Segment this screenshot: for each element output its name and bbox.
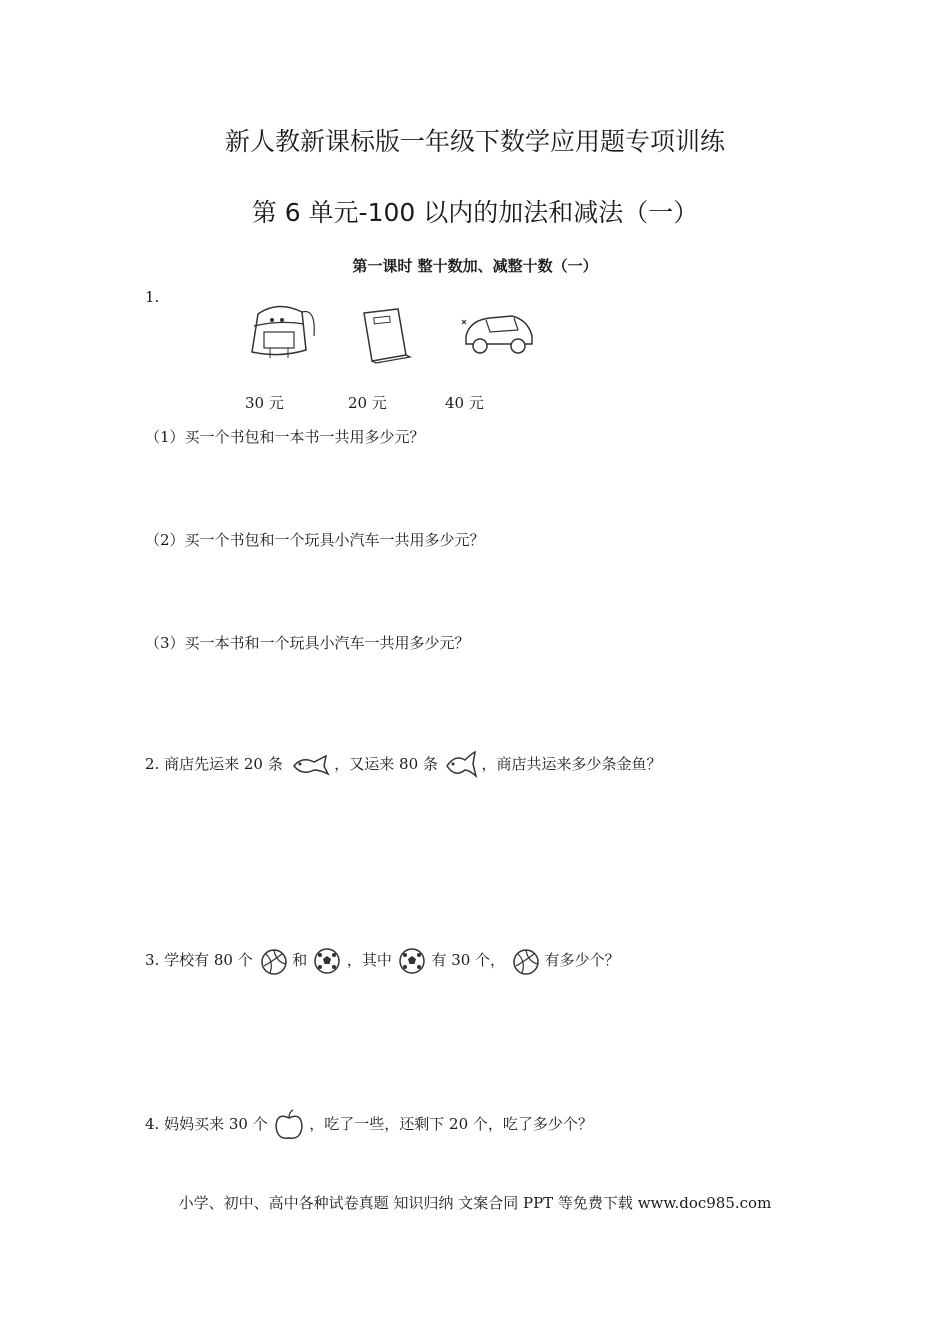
question-3-text-5: 有多少个？ (544, 951, 620, 969)
question-3-text-3: ，其中 (346, 951, 392, 969)
question-3-text-2: 和 (292, 951, 308, 969)
toy-car-icon (460, 306, 538, 356)
goldfish-icon (288, 752, 330, 778)
question-1-sub-1: （1）买一个书包和一本书一共用多少元？ (145, 428, 425, 446)
lesson-title: 第一课时 整十数加、减整十数（一） (352, 257, 598, 275)
question-2-text-3: ，商店共运来多少条金鱼？ (481, 755, 662, 773)
question-4 (145, 1108, 593, 1142)
question-2-number: 2. (145, 755, 160, 773)
question-2-text-2: ，又运来 80 条 (334, 755, 438, 773)
price-toy-car: 40 元 (445, 394, 484, 412)
volleyball-icon (258, 946, 288, 976)
question-1-number: 1. (145, 288, 160, 306)
question-3 (145, 946, 620, 976)
unit-title: 第 6 单元-100 以内的加法和减法（一） (251, 198, 699, 227)
question-3-text-1: 学校有 80 个 (164, 951, 253, 969)
volleyball-icon (510, 946, 540, 976)
question-4-text-1: 妈妈买来 30 个 (164, 1115, 268, 1133)
question-1-sub-3: （3）买一本书和一个玩具小汽车一共用多少元？ (145, 634, 470, 652)
price-backpack: 30 元 (245, 394, 284, 412)
question-4-number: 4. (145, 1115, 160, 1133)
question-3-number: 3. (145, 951, 160, 969)
book-icon (358, 305, 414, 365)
question-2-text-1: 商店先运来 20 条 (164, 755, 283, 773)
apple-icon (273, 1108, 305, 1142)
question-4-text-2: ，吃了一些，还剩下 20 个，吃了多少个？ (309, 1115, 593, 1133)
price-book: 20 元 (348, 394, 387, 412)
document-title: 新人教新课标版一年级下数学应用题专项训练 (224, 127, 725, 156)
question-1-sub-2: （2）买一个书包和一个玩具小汽车一共用多少元？ (145, 531, 485, 549)
goldfish-icon (443, 750, 477, 780)
footer: 小学、初中、高中各种试卷真题 知识归纳 文案合同 PPT 等免费下载 www.doc985.com (178, 1194, 772, 1212)
backpack-icon (240, 300, 320, 366)
question-2 (145, 750, 661, 780)
question-3-text-4: 有 30 个， (431, 951, 506, 969)
soccer-ball-icon (312, 946, 342, 976)
soccer-ball-icon (397, 946, 427, 976)
